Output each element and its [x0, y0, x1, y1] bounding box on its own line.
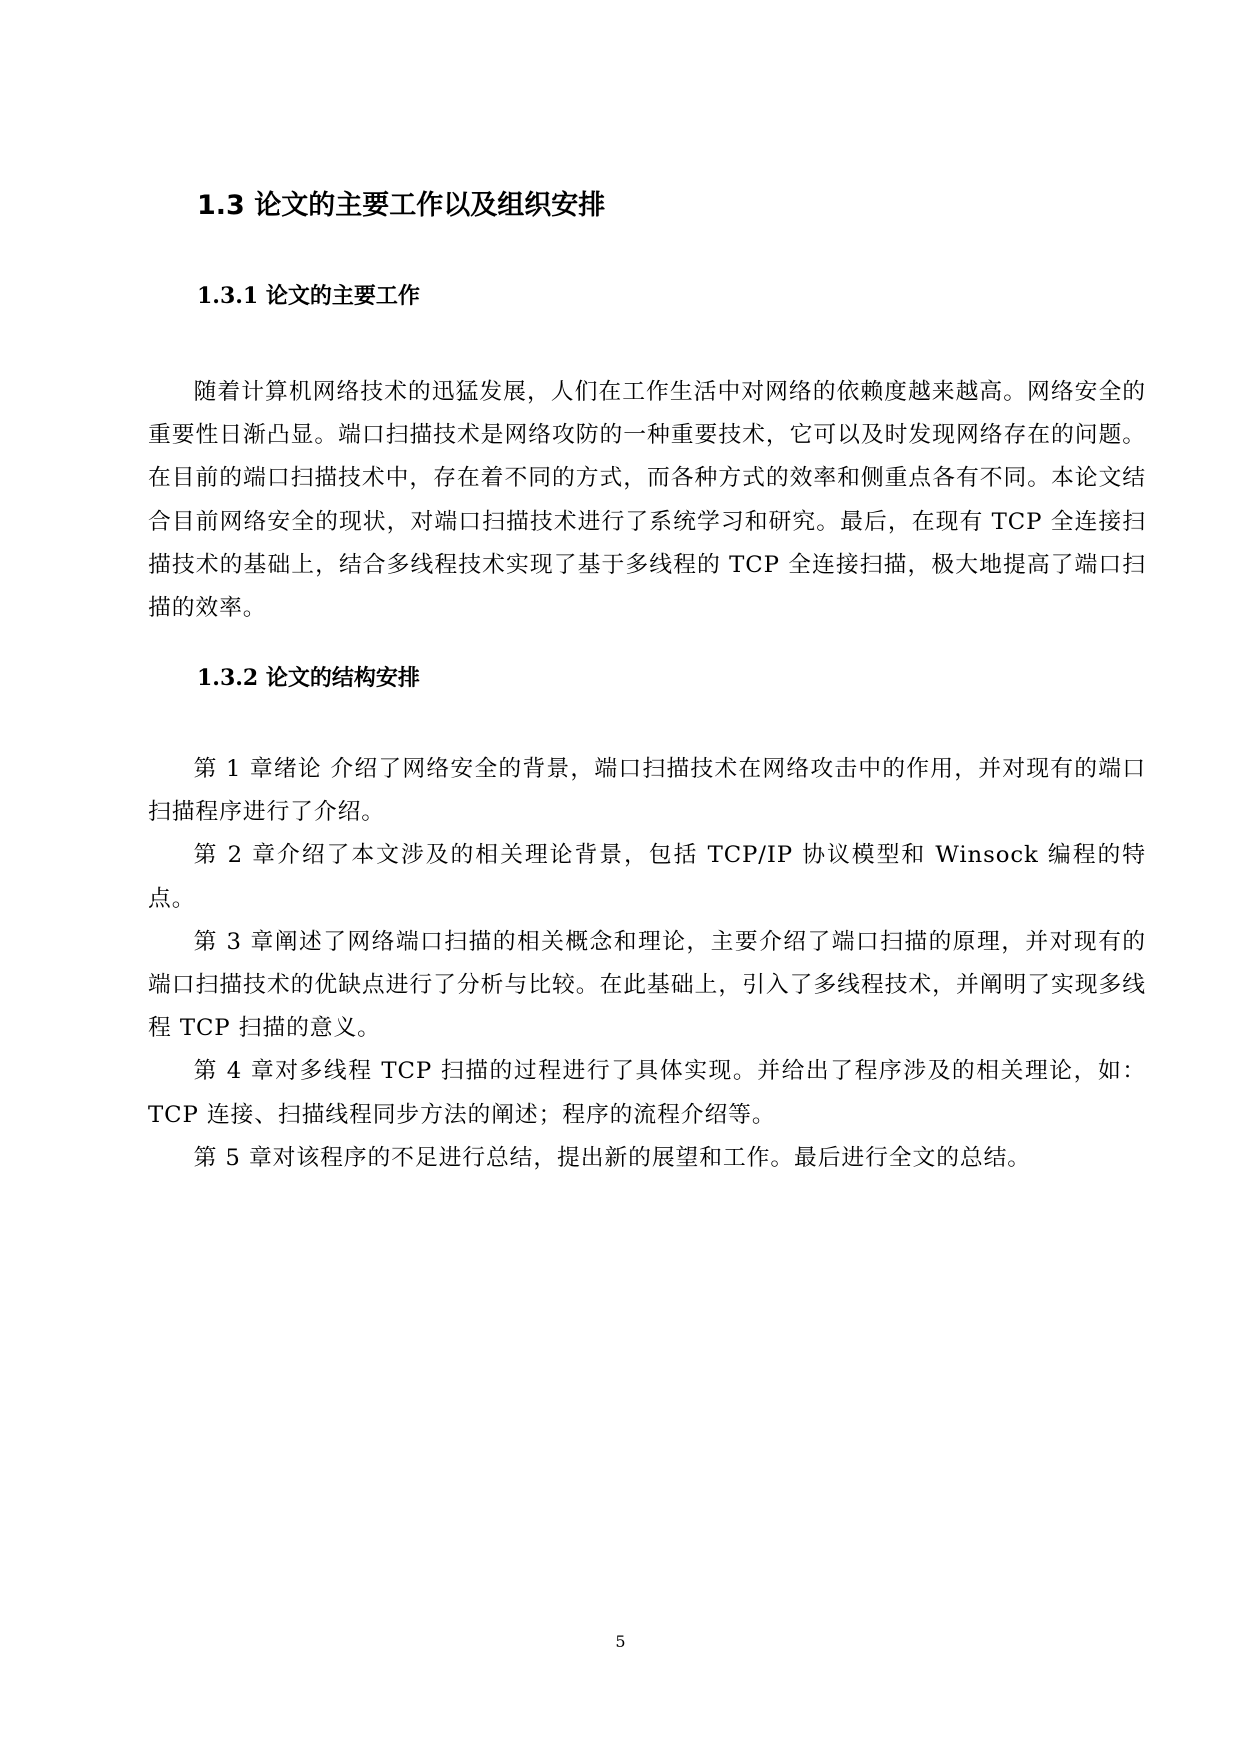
chapter-5-paragraph: 第 5 章对该程序的不足进行总结，提出新的展望和工作。最后进行全文的总结。	[193, 1144, 1031, 1171]
chapter-2-paragraph: 第 2 章介绍了本文涉及的相关理论背景，包括 TCP/IP 协议模型和 Winsock 编程的特点。	[148, 842, 1146, 912]
page-number: 5	[615, 1632, 626, 1651]
body-paragraph: 随着计算机网络技术的迅猛发展，人们在工作生活中对网络的依赖度越来越高。网络安全的重要性日渐凸显。端口扫描技术是网络攻防的一种重要技术，它可以及时发现网络存在的问题。在目前的端口扫描技术中，存在着不同的方式，而各种方式的效率和侧重点各有不同。本论文结合目前网络安全的现状，对端口扫描技术进行了系统学习和研究。最后，在现有 TCP 全连接扫描技术的基础上，结合多线程技术实现了基于多线程的 TCP 全连接扫描，极大地提高了端口扫描的效率。	[148, 379, 1146, 622]
chapter-1-paragraph: 第 1 章绪论 介绍了网络安全的背景，端口扫描技术在网络攻击中的作用，并对现有的端口扫描程序进行了介绍。	[148, 756, 1146, 826]
subsection-heading-structure: 1.3.2 论文的结构安排	[197, 665, 420, 691]
chapter-3-paragraph: 第 3 章阐述了网络端口扫描的相关概念和理论，主要介绍了端口扫描的原理，并对现有的端口扫描技术的优缺点进行了分析与比较。在此基础上，引入了多线程技术，并阐明了实现多线程 TCP 扫描的意义。	[148, 928, 1146, 1042]
structure-body	[148, 748, 1146, 1180]
main-work-body	[148, 371, 1146, 630]
section-heading: 1.3 论文的主要工作以及组织安排	[197, 190, 606, 221]
chapter-4-paragraph: 第 4 章对多线程 TCP 扫描的过程进行了具体实现。并给出了程序涉及的相关理论，如：TCP 连接、扫描线程同步方法的阐述；程序的流程介绍等。	[148, 1058, 1146, 1128]
subsection-heading-main-work: 1.3.1 论文的主要工作	[197, 283, 420, 309]
